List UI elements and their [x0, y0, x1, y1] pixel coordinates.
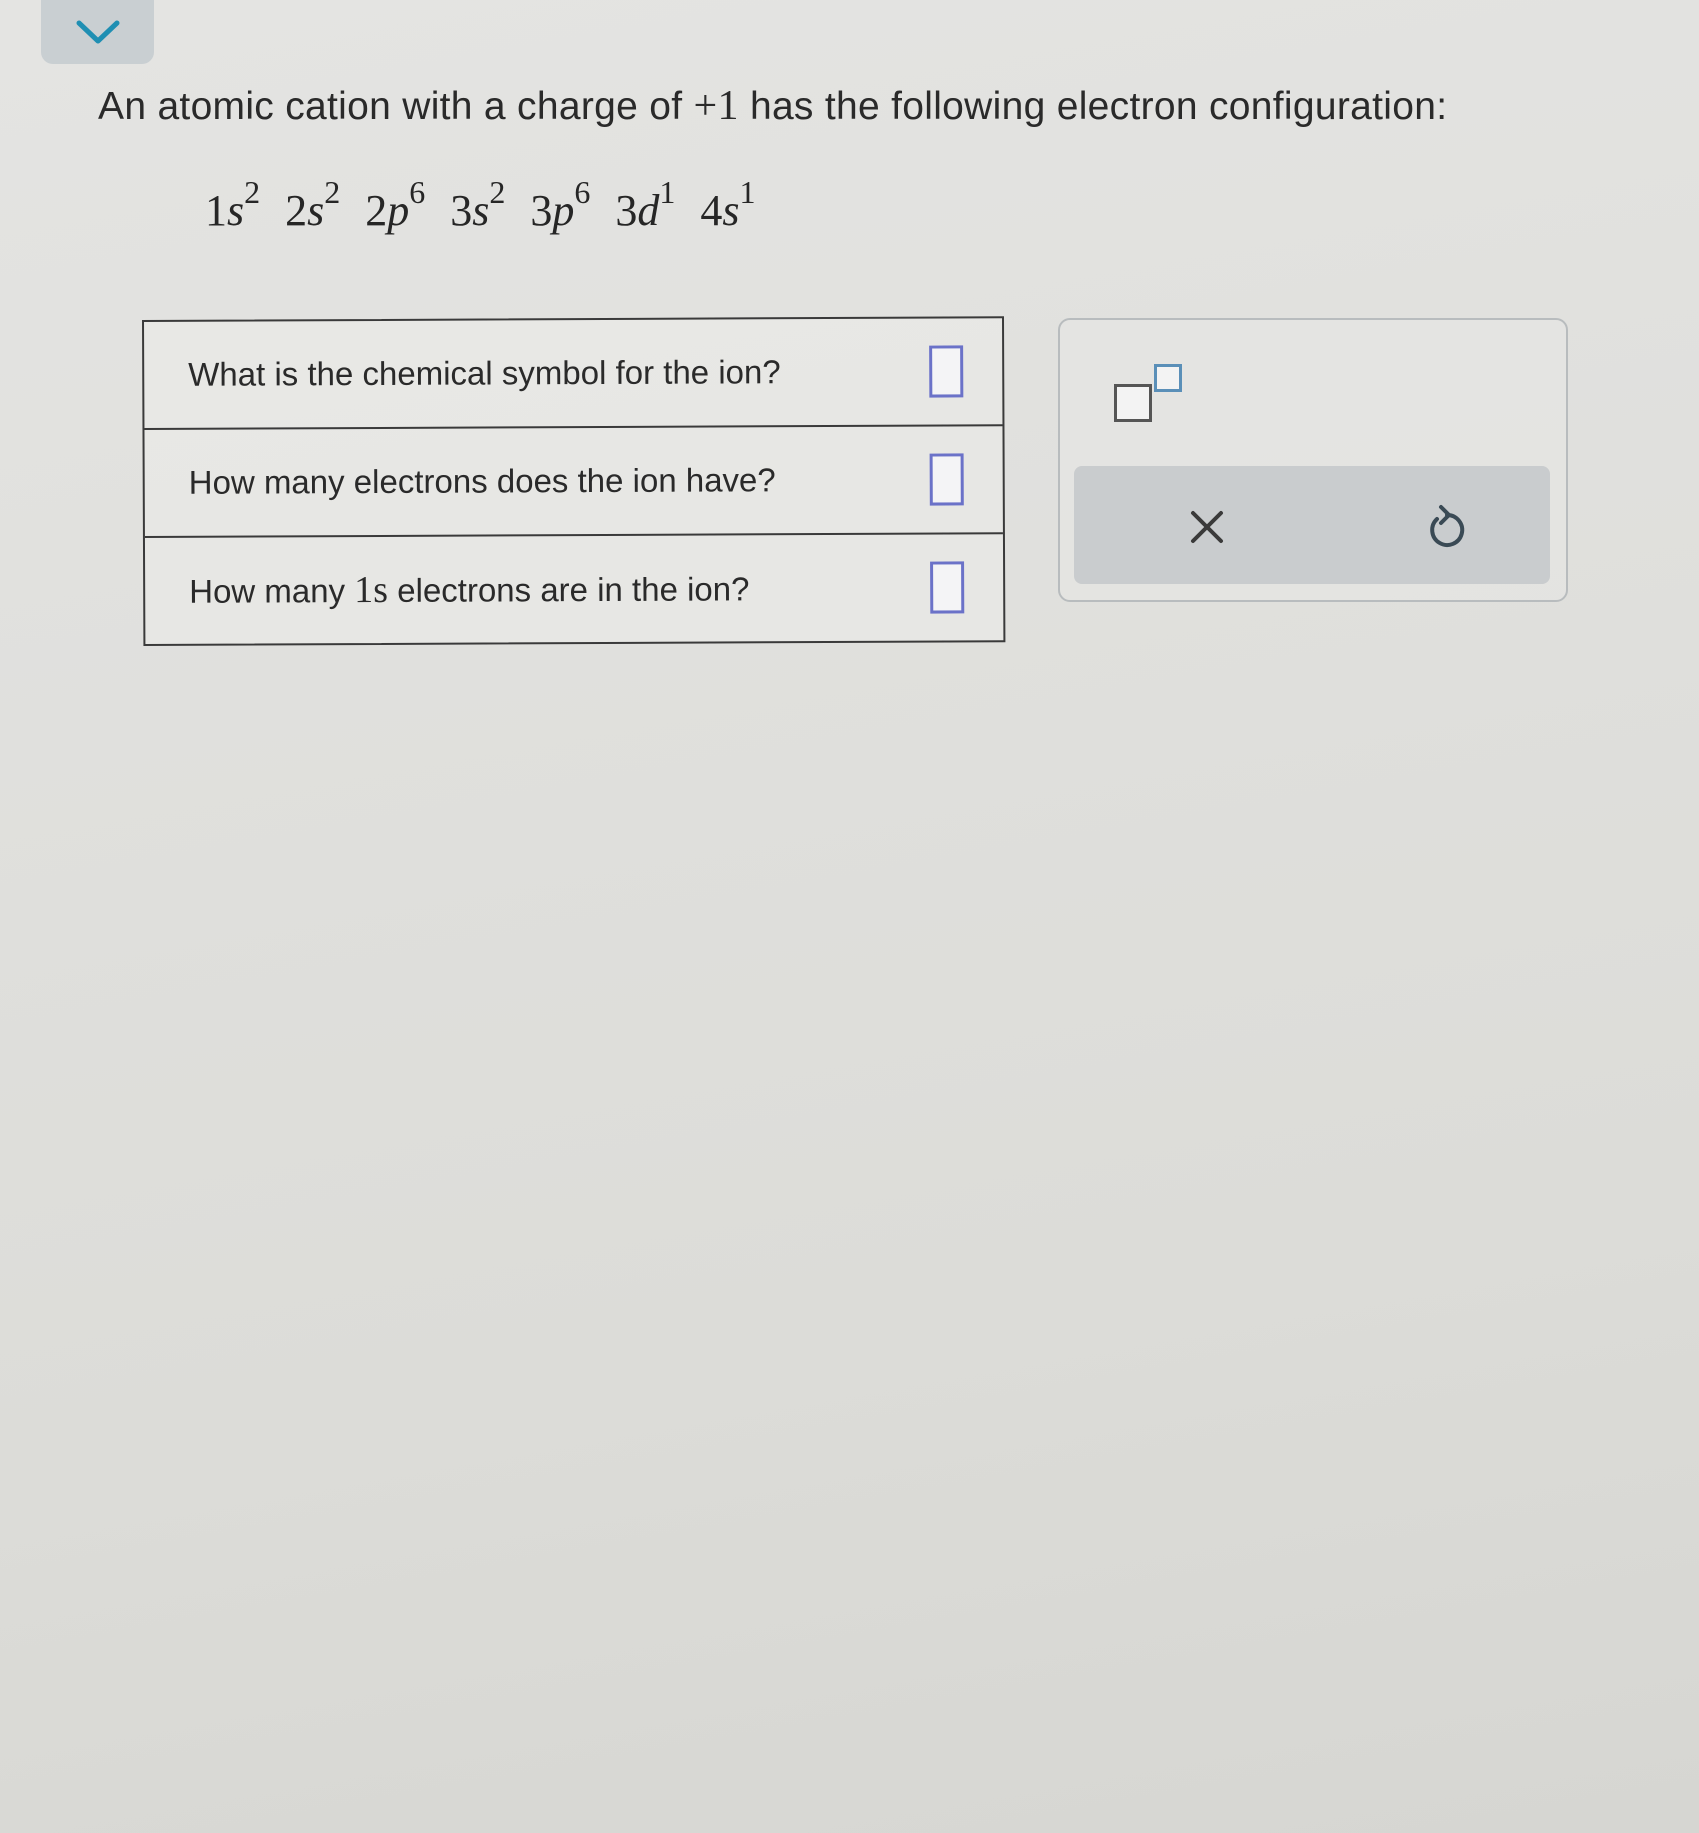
answer-input-electrons[interactable]	[930, 453, 964, 505]
question-prompt	[98, 82, 1447, 130]
exponent-box	[1154, 364, 1182, 392]
config-term: $4s^1$	[700, 174, 756, 235]
electron-configuration	[205, 174, 770, 236]
prompt-text-after: has the following electron configuration:	[738, 85, 1448, 128]
question-label: How many electrons does the ion have?	[188, 461, 776, 501]
answer-input-symbol[interactable]	[929, 345, 963, 397]
question-row-symbol	[144, 318, 1002, 430]
clear-button[interactable]	[1172, 492, 1242, 562]
base-box	[1114, 384, 1152, 422]
config-term: $2s^2$	[285, 174, 341, 235]
question-label: How many 1s electrons are in the ion?	[189, 568, 750, 612]
question-row-electrons	[144, 426, 1002, 538]
config-term: $3p^6$	[530, 174, 591, 235]
superscript-template-button[interactable]	[1114, 364, 1184, 424]
config-term: $3s^2$	[450, 174, 506, 235]
close-icon	[1188, 508, 1226, 546]
collapse-toggle-button[interactable]	[41, 0, 154, 64]
config-term: $3d^1$	[615, 174, 676, 235]
question-row-1s-electrons	[145, 534, 1003, 644]
undo-icon	[1425, 503, 1469, 551]
math-tool-panel	[1058, 318, 1568, 602]
question-label: What is the chemical symbol for the ion?	[188, 353, 781, 393]
undo-button[interactable]	[1412, 492, 1482, 562]
prompt-text-before: An atomic cation with a charge of	[98, 85, 694, 128]
config-term: $1s^2$	[205, 174, 261, 235]
tool-action-bar	[1074, 466, 1550, 584]
charge-value: +1	[693, 83, 739, 129]
question-table	[142, 316, 1005, 646]
orbital-math: 1s	[354, 568, 389, 612]
config-term: $2p^6$	[365, 174, 426, 235]
answer-input-1s-electrons[interactable]	[930, 561, 964, 613]
chevron-down-icon	[75, 17, 121, 47]
